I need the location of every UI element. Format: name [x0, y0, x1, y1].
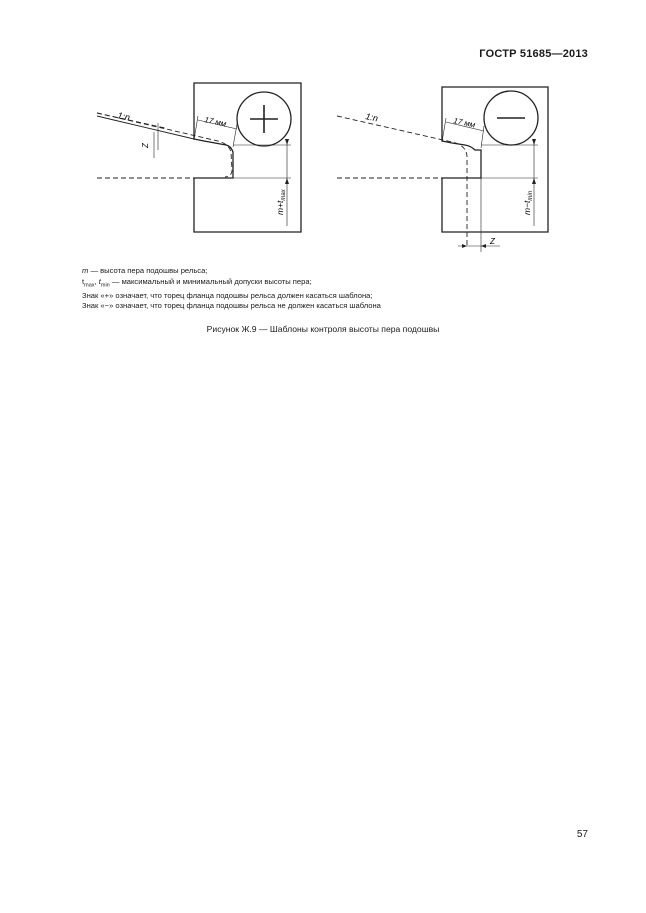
- width-label-left: 17 мм: [203, 115, 228, 129]
- figure-legend: [82, 266, 381, 312]
- standard-header: ГОСТР 51685—2013: [479, 48, 588, 60]
- z-label-left: Z: [141, 143, 150, 148]
- legend-line-1: m — высота пера подошвы рельса;: [82, 266, 208, 275]
- figure-caption: Рисунок Ж.9 — Шаблоны контроля высоты пера подошвы: [206, 324, 440, 334]
- page-number: 57: [576, 829, 588, 840]
- template-figure: [0, 0, 646, 260]
- taper-label-left: 1:n: [116, 110, 131, 123]
- z-label-right: Z: [490, 237, 495, 246]
- template-minus-body: [442, 87, 548, 232]
- template-plus: [97, 83, 301, 232]
- rail-flange-right: [337, 116, 467, 248]
- dim-label-right: $m-t_{min}$: [522, 190, 534, 215]
- legend-line-4: Знак «−» означает, что торец фланца подошвы рельса не должен касаться шаблона: [82, 301, 381, 311]
- legend-line-2: $t_{max}$, $t_{min}$ — максимальный и минимальный допуски высоты пера;: [82, 276, 312, 289]
- dim-label-left: $m+t_{max}$: [275, 189, 287, 215]
- width-label-right: 17 мм: [452, 116, 477, 130]
- legend-line-3: Знак «+» означает, что торец фланца подошвы рельса должен касаться шаблона;: [82, 290, 373, 300]
- taper-label-right: 1:n: [364, 111, 379, 124]
